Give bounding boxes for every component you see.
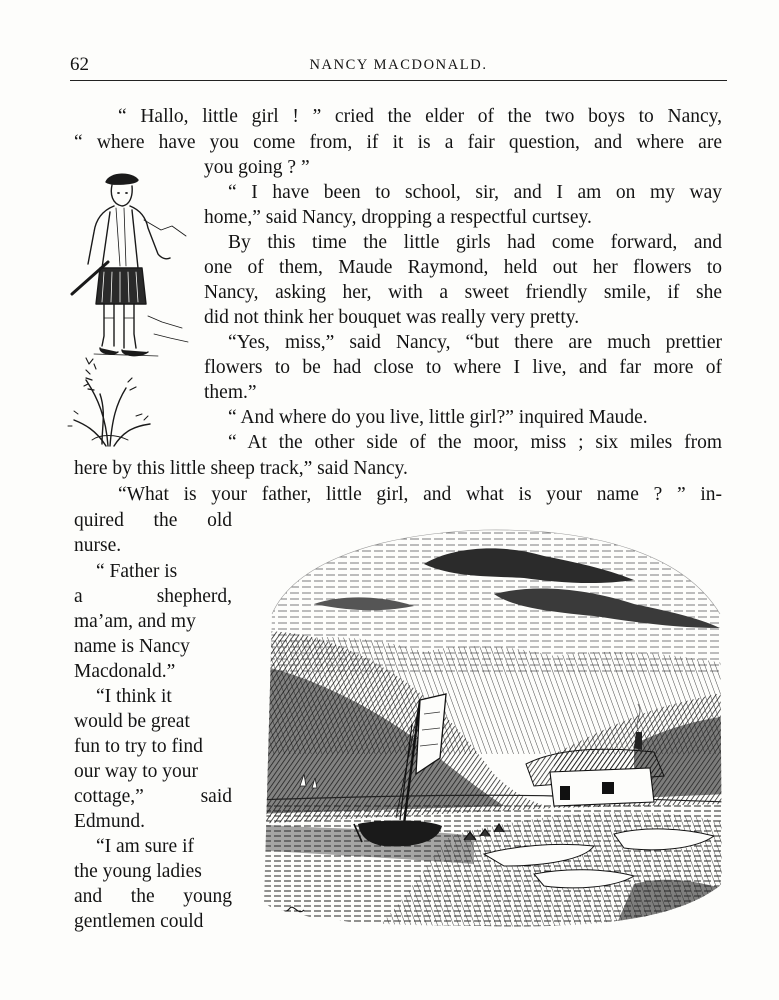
text-line: one of them, Maude Raymond, held out her flowers to xyxy=(204,257,722,278)
text-line: “ where have you come from, if it is a fair question, and where are xyxy=(74,132,722,153)
text-line: nurse. xyxy=(74,535,122,556)
text-line: Nancy, asking her, with a sweet friendly smile, if she xyxy=(204,282,722,303)
text-line: “ Father is xyxy=(96,561,178,582)
running-title: NANCY MACDONALD. xyxy=(309,57,488,73)
text-line: the young ladies xyxy=(74,861,202,882)
text-line: Macdonald.” xyxy=(74,661,176,682)
text-line: “I am sure if xyxy=(96,836,194,857)
text-line: “What is your father, little girl, and what is your name ? ” in- xyxy=(118,484,722,505)
text-line: By this time the little girls had come forward, and xyxy=(228,232,722,253)
text-line: cottage,” said xyxy=(74,786,232,807)
text-line: “ At the other side of the moor, miss ; six miles from xyxy=(228,432,722,453)
text-line: home,” said Nancy, dropping a respectful curtsey. xyxy=(204,207,592,228)
text-line: “ I have been to school, sir, and I am on my way xyxy=(228,182,722,203)
text-line: would be great xyxy=(74,711,190,732)
text-line: “ Hallo, little girl ! ” cried the elder of the two boys to Nancy, xyxy=(118,106,722,127)
text-line: our way to your xyxy=(74,761,199,782)
text-line: did not think her bouquet was really very pretty. xyxy=(204,307,580,328)
text-line: them.” xyxy=(204,382,257,403)
page-number: 62 xyxy=(70,54,89,75)
text-line: you going ? ” xyxy=(204,157,310,178)
text-line: fun to try to find xyxy=(74,736,203,757)
text-line: ma’am, and my xyxy=(74,611,196,632)
text-line: “ And where do you live, little girl?” inquired Maude. xyxy=(228,407,648,428)
text-line: name is Nancy xyxy=(74,636,190,657)
text-line: “I think it xyxy=(96,686,172,707)
loch-cottage-illustration xyxy=(254,524,728,930)
text-line: flowers to be had close to where I live, and far more of xyxy=(204,357,722,378)
text-line: here by this little sheep track,” said Nancy. xyxy=(74,458,408,479)
text-line: and the young xyxy=(74,886,232,907)
text-line: gentlemen could xyxy=(74,911,204,932)
text-line: quired the old xyxy=(74,510,232,531)
text-line: “Yes, miss,” said Nancy, “but there are much prettier xyxy=(228,332,722,353)
text-line: a shepherd, xyxy=(74,586,232,607)
page-header xyxy=(70,44,727,81)
text-line: Edmund. xyxy=(74,811,145,832)
boy-illustration xyxy=(66,168,196,448)
